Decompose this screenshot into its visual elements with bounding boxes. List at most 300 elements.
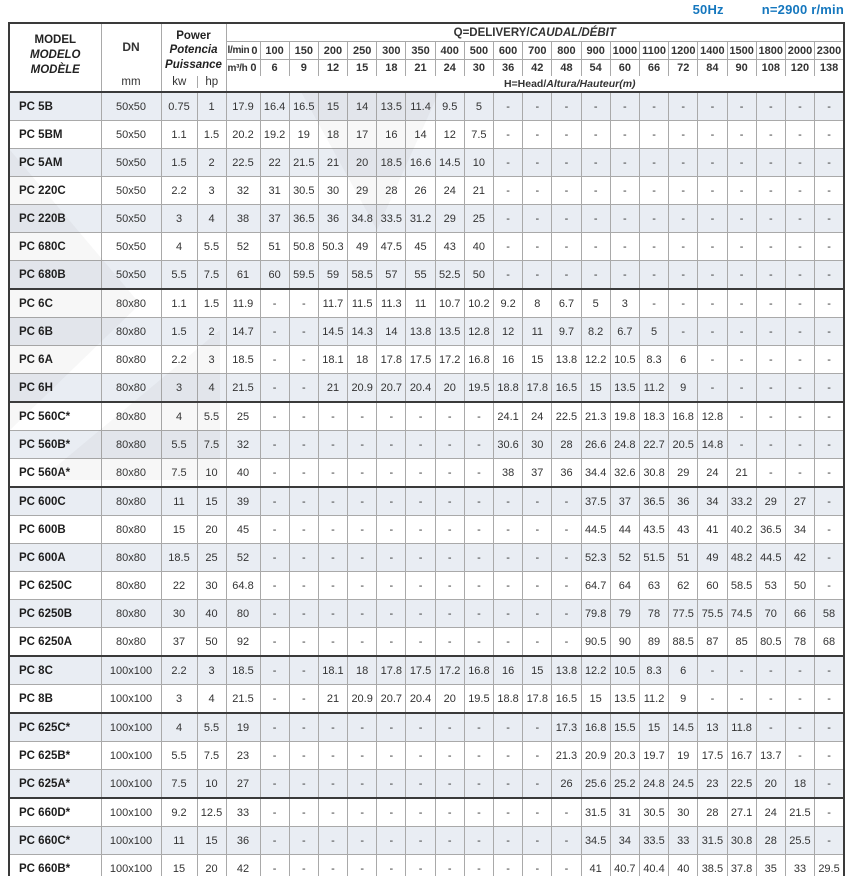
lmin-value: 1200 — [669, 42, 698, 60]
head-value: 21.5 — [289, 149, 318, 177]
model-name: PC 625A* — [9, 770, 101, 799]
head-value: 87 — [698, 628, 727, 657]
pump-row — [9, 374, 844, 403]
kw-value: 15 — [161, 855, 197, 876]
head-value: 5 — [639, 318, 668, 346]
head-value: - — [552, 177, 581, 205]
head-value: 66 — [785, 600, 814, 628]
kw-value: 11 — [161, 827, 197, 855]
head-value: - — [727, 346, 756, 374]
head-value: 26 — [406, 177, 435, 205]
head-value: - — [260, 459, 289, 488]
pump-row — [9, 628, 844, 657]
head-value: - — [727, 685, 756, 714]
head-value: 14.8 — [698, 431, 727, 459]
head-value: 92 — [226, 628, 260, 657]
head-value: 9.5 — [435, 92, 464, 121]
head-value: 33 — [785, 855, 814, 876]
kw-value: 2.2 — [161, 656, 197, 685]
head-value: 14.5 — [669, 713, 698, 742]
head-value: 21.3 — [581, 402, 610, 431]
head-value: - — [815, 233, 844, 261]
head-value: - — [523, 855, 552, 876]
pump-row — [9, 544, 844, 572]
head-value: - — [289, 770, 318, 799]
head-value: 23 — [226, 742, 260, 770]
model-name: PC 660D* — [9, 798, 101, 827]
head-value: - — [348, 742, 377, 770]
head-value: - — [406, 855, 435, 876]
head-value: - — [464, 855, 493, 876]
pump-row — [9, 205, 844, 233]
head-value: 60 — [698, 572, 727, 600]
head-value: - — [289, 544, 318, 572]
head-value: - — [669, 205, 698, 233]
head-value: 39 — [226, 487, 260, 516]
head-value: 15 — [581, 374, 610, 403]
head-value: 16.5 — [552, 685, 581, 714]
head-value: 57 — [377, 261, 406, 290]
lmin-value: 600 — [494, 42, 523, 60]
kw-value: 30 — [161, 600, 197, 628]
head-value: 18.1 — [318, 656, 347, 685]
head-value: 80.5 — [756, 628, 785, 657]
head-value: 40 — [464, 233, 493, 261]
dn-value: 100x100 — [101, 827, 161, 855]
head-value: 14.5 — [318, 318, 347, 346]
lmin-zero: 0 — [251, 44, 258, 57]
head-value: - — [523, 798, 552, 827]
head-value: - — [552, 600, 581, 628]
hp-value: 7.5 — [197, 261, 226, 290]
pump-performance-table — [8, 22, 845, 876]
head-value: 8.2 — [581, 318, 610, 346]
head-value: - — [260, 770, 289, 799]
head-value: - — [348, 459, 377, 488]
head-value: - — [639, 177, 668, 205]
head-value: 29 — [435, 205, 464, 233]
head-value: 28 — [377, 177, 406, 205]
head-value: 16 — [377, 121, 406, 149]
head-value: - — [552, 92, 581, 121]
head-value: - — [756, 92, 785, 121]
head-value: 6 — [669, 656, 698, 685]
head-value: - — [552, 487, 581, 516]
head-value: 30.8 — [727, 827, 756, 855]
model-name: PC 6A — [9, 346, 101, 374]
head-value: - — [523, 121, 552, 149]
model-name: PC 220C — [9, 177, 101, 205]
head-value: - — [260, 827, 289, 855]
m3h-value: 30 — [464, 60, 493, 77]
head-value: - — [523, 516, 552, 544]
head-value: 20.9 — [348, 685, 377, 714]
head-value: 19.8 — [610, 402, 639, 431]
head-value: - — [348, 600, 377, 628]
head-value: - — [435, 402, 464, 431]
head-value: - — [435, 572, 464, 600]
head-value: 25 — [226, 402, 260, 431]
head-value: 11 — [406, 289, 435, 318]
head-value: 68 — [815, 628, 844, 657]
head-value: - — [260, 628, 289, 657]
head-value: - — [435, 855, 464, 876]
head-value: 21 — [318, 149, 347, 177]
head-value: - — [464, 600, 493, 628]
head-value: 29 — [756, 487, 785, 516]
head-value: - — [435, 487, 464, 516]
head-value: 12 — [435, 121, 464, 149]
head-value: 52.3 — [581, 544, 610, 572]
dn-value: 100x100 — [101, 742, 161, 770]
head-value: - — [610, 121, 639, 149]
dn-value: 100x100 — [101, 713, 161, 742]
head-value: - — [260, 742, 289, 770]
head-value: - — [435, 544, 464, 572]
head-value: - — [815, 431, 844, 459]
head-value: - — [669, 318, 698, 346]
head-value: - — [610, 149, 639, 177]
head-value: 37 — [523, 459, 552, 488]
head-value: - — [289, 572, 318, 600]
model-name: PC 625B* — [9, 742, 101, 770]
head-value: 59.5 — [289, 261, 318, 290]
dn-unit-label: mm — [121, 76, 141, 88]
head-value: 24 — [698, 459, 727, 488]
head-value: - — [289, 742, 318, 770]
head-value: - — [815, 289, 844, 318]
head-value: 20 — [348, 149, 377, 177]
head-value: 16.8 — [464, 656, 493, 685]
head-value: - — [523, 628, 552, 657]
head-value: - — [815, 798, 844, 827]
kw-value: 7.5 — [161, 770, 197, 799]
head-value: - — [289, 318, 318, 346]
head-value: 88.5 — [669, 628, 698, 657]
head-value: 43.5 — [639, 516, 668, 544]
head-value: - — [464, 713, 493, 742]
head-value: - — [377, 628, 406, 657]
head-value: 17.3 — [552, 713, 581, 742]
m3h-value: 120 — [785, 60, 814, 77]
head-value: 8.3 — [639, 346, 668, 374]
head-value: 9.7 — [552, 318, 581, 346]
head-value: - — [464, 628, 493, 657]
head-value: - — [435, 431, 464, 459]
head-value: 10.7 — [435, 289, 464, 318]
head-value: 77.5 — [669, 600, 698, 628]
pump-row — [9, 149, 844, 177]
head-value: - — [494, 149, 523, 177]
head-value: - — [756, 121, 785, 149]
head-value: 12 — [494, 318, 523, 346]
table-header — [9, 23, 844, 92]
head-value: - — [669, 261, 698, 290]
lmin-value: 1000 — [610, 42, 639, 60]
head-value: - — [435, 798, 464, 827]
head-value: - — [552, 261, 581, 290]
head-value: 59 — [318, 261, 347, 290]
head-value: 16.7 — [727, 742, 756, 770]
m3h-value: 72 — [669, 60, 698, 77]
head-value: - — [406, 431, 435, 459]
q-title-roman: Q=DELIVERY/ — [453, 26, 530, 39]
head-value: - — [494, 855, 523, 876]
head-value: - — [289, 487, 318, 516]
head-value: 16 — [494, 346, 523, 374]
model-name: PC 660B* — [9, 855, 101, 876]
hp-value: 3 — [197, 177, 226, 205]
head-value: 50 — [464, 261, 493, 290]
head-value: 13 — [698, 713, 727, 742]
head-value: - — [289, 628, 318, 657]
pump-row — [9, 121, 844, 149]
head-value: 9 — [669, 374, 698, 403]
power-label-en: Power — [176, 30, 211, 42]
head-value: 79.8 — [581, 600, 610, 628]
head-value: 22.5 — [552, 402, 581, 431]
head-value: 25.2 — [610, 770, 639, 799]
head-value: - — [318, 855, 347, 876]
hp-value: 4 — [197, 685, 226, 714]
head-value: - — [727, 374, 756, 403]
lmin-value: 700 — [523, 42, 552, 60]
head-value: - — [552, 798, 581, 827]
head-value: 19.7 — [639, 742, 668, 770]
head-value: 79 — [610, 600, 639, 628]
head-value: - — [698, 656, 727, 685]
model-name: PC 660C* — [9, 827, 101, 855]
head-value: 17.8 — [523, 374, 552, 403]
head-value: 18.5 — [226, 346, 260, 374]
lmin-value: 1400 — [698, 42, 727, 60]
head-value: 31 — [260, 177, 289, 205]
head-value: 30 — [669, 798, 698, 827]
hp-unit-label: hp — [197, 76, 226, 88]
head-value: - — [552, 572, 581, 600]
head-value: 34 — [610, 827, 639, 855]
head-value: - — [494, 770, 523, 799]
head-value: 10.5 — [610, 346, 639, 374]
head-value: 32 — [226, 431, 260, 459]
head-value: - — [639, 289, 668, 318]
head-value: 24.5 — [669, 770, 698, 799]
head-value: 27 — [785, 487, 814, 516]
head-value: 50 — [785, 572, 814, 600]
head-value: - — [610, 261, 639, 290]
head-value: - — [727, 656, 756, 685]
head-value: 37 — [260, 205, 289, 233]
head-value: - — [815, 713, 844, 742]
head-value: - — [815, 572, 844, 600]
m3h-value: 12 — [318, 60, 347, 77]
head-value: - — [610, 177, 639, 205]
head-value: - — [494, 544, 523, 572]
head-value: - — [727, 289, 756, 318]
head-value: - — [727, 121, 756, 149]
head-value: 10 — [464, 149, 493, 177]
head-value: - — [698, 261, 727, 290]
head-value: 15.5 — [610, 713, 639, 742]
head-value: 6.7 — [610, 318, 639, 346]
head-value: - — [348, 572, 377, 600]
head-value: 18.1 — [318, 346, 347, 374]
head-value: - — [698, 121, 727, 149]
dn-value: 50x50 — [101, 261, 161, 290]
head-value: - — [260, 798, 289, 827]
head-value: - — [406, 402, 435, 431]
head-value: - — [698, 205, 727, 233]
pump-row — [9, 713, 844, 742]
head-value: - — [289, 459, 318, 488]
head-value: - — [756, 233, 785, 261]
lmin-value: 2000 — [785, 42, 814, 60]
head-value: 31.2 — [406, 205, 435, 233]
pump-row — [9, 233, 844, 261]
model-label-en: MODEL — [34, 34, 77, 46]
head-value: - — [260, 600, 289, 628]
head-value: 16 — [494, 656, 523, 685]
head-value: - — [435, 459, 464, 488]
model-name: PC 6250C — [9, 572, 101, 600]
head-value: 17 — [348, 121, 377, 149]
kw-unit-label: kw — [172, 75, 187, 88]
dn-value: 50x50 — [101, 177, 161, 205]
head-value: - — [318, 742, 347, 770]
head-value: 41 — [581, 855, 610, 876]
head-value: 21.5 — [785, 798, 814, 827]
head-value: - — [785, 459, 814, 488]
model-name: PC 5BM — [9, 121, 101, 149]
head-value: - — [464, 487, 493, 516]
model-name: PC 6250A — [9, 628, 101, 657]
head-value: - — [377, 827, 406, 855]
head-value: - — [260, 713, 289, 742]
q-title-italic: CAUDAL/DÉBIT — [529, 26, 616, 39]
head-value: 40.7 — [610, 855, 639, 876]
model-name: PC 6H — [9, 374, 101, 403]
head-value: 19 — [289, 121, 318, 149]
head-value: - — [698, 92, 727, 121]
head-value: 20.7 — [377, 374, 406, 403]
head-value: - — [406, 827, 435, 855]
kw-value: 1.5 — [161, 318, 197, 346]
head-value: - — [756, 149, 785, 177]
kw-value: 2.2 — [161, 346, 197, 374]
head-value: - — [435, 770, 464, 799]
head-value: 16.8 — [581, 713, 610, 742]
model-name: PC 560B* — [9, 431, 101, 459]
lmin-value: 1800 — [756, 42, 785, 60]
head-value: 20.7 — [377, 685, 406, 714]
head-value: - — [815, 516, 844, 544]
head-value: - — [318, 572, 347, 600]
head-value: 11.8 — [727, 713, 756, 742]
hp-value: 30 — [197, 572, 226, 600]
head-value: 13.8 — [406, 318, 435, 346]
head-value: - — [610, 233, 639, 261]
head-value: 50.8 — [289, 233, 318, 261]
head-value: - — [318, 770, 347, 799]
head-value: - — [289, 656, 318, 685]
lmin-value: 900 — [581, 42, 610, 60]
head-value: 17.5 — [698, 742, 727, 770]
model-name: PC 560C* — [9, 402, 101, 431]
head-value: 33.2 — [727, 487, 756, 516]
head-value: - — [494, 798, 523, 827]
head-label-italic: Altura/Hauteur(m) — [546, 77, 636, 90]
head-value: - — [523, 572, 552, 600]
head-value: 12.2 — [581, 346, 610, 374]
head-value: - — [494, 742, 523, 770]
head-value: - — [494, 628, 523, 657]
dn-value: 80x80 — [101, 374, 161, 403]
head-value: 45 — [406, 233, 435, 261]
head-value: 23 — [698, 770, 727, 799]
head-value: - — [785, 233, 814, 261]
head-value: - — [552, 149, 581, 177]
head-value: - — [289, 431, 318, 459]
head-value: - — [698, 374, 727, 403]
q-delivery-header — [226, 23, 844, 42]
kw-value: 4 — [161, 402, 197, 431]
head-value: - — [523, 92, 552, 121]
hp-value: 1.5 — [197, 121, 226, 149]
head-value: 24 — [523, 402, 552, 431]
head-value: 37 — [610, 487, 639, 516]
hp-value: 4 — [197, 205, 226, 233]
head-value: - — [785, 431, 814, 459]
head-value: - — [785, 92, 814, 121]
head-value: 36.5 — [756, 516, 785, 544]
head-value: - — [523, 487, 552, 516]
head-value: - — [348, 402, 377, 431]
head-value: 24.8 — [639, 770, 668, 799]
head-value: 18.3 — [639, 402, 668, 431]
head-value: - — [785, 121, 814, 149]
head-value: - — [318, 431, 347, 459]
head-value: 9.2 — [494, 289, 523, 318]
dn-value: 50x50 — [101, 149, 161, 177]
head-value: 35 — [756, 855, 785, 876]
head-value: - — [815, 318, 844, 346]
head-value: 17.2 — [435, 346, 464, 374]
head-value: 58.5 — [348, 261, 377, 290]
head-value: - — [523, 149, 552, 177]
head-value: 26 — [552, 770, 581, 799]
operating-conditions — [693, 2, 844, 17]
m3h-value: 9 — [289, 60, 318, 77]
m3h-value: 90 — [727, 60, 756, 77]
head-value: - — [464, 516, 493, 544]
hp-value: 15 — [197, 827, 226, 855]
m3h-value: 21 — [406, 60, 435, 77]
head-value: - — [698, 685, 727, 714]
head-value: - — [581, 205, 610, 233]
kw-value: 1.5 — [161, 149, 197, 177]
head-value: 36.5 — [289, 205, 318, 233]
head-value: - — [698, 233, 727, 261]
dn-value: 50x50 — [101, 92, 161, 121]
hp-value: 25 — [197, 544, 226, 572]
head-value: 38 — [226, 205, 260, 233]
hp-value: 7.5 — [197, 431, 226, 459]
head-value: - — [348, 544, 377, 572]
head-value: 15 — [523, 656, 552, 685]
dn-value: 100x100 — [101, 770, 161, 799]
dn-value: 100x100 — [101, 855, 161, 876]
head-value: 11.9 — [226, 289, 260, 318]
